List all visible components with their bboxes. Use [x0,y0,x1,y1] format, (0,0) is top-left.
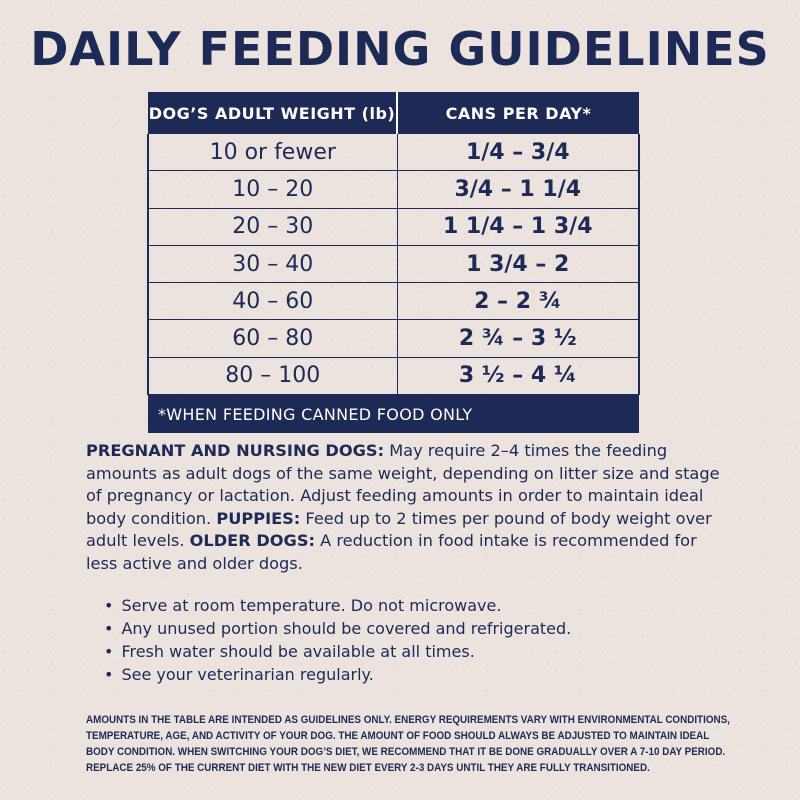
cans-column-header: CANS PER DAY* [445,103,592,123]
older-dogs-label: OLDER DOGS: [189,531,315,551]
cans-cell: 3/4 – 1 1/4 [397,171,639,208]
page-title: DAILY FEEDING GUIDELINES [30,22,770,76]
cans-cell: 2 ¾ – 3 ½ [397,320,639,357]
table-row [148,357,639,394]
cans-cell: 1 1/4 – 1 3/4 [397,208,639,245]
weight-column-header: DOG’S ADULT WEIGHT (lb) [148,92,397,134]
list-item: • Fresh water should be available at all times. [104,640,571,663]
list-item: • Any unused portion should be covered and refrigerated. [104,617,571,640]
table-row [148,134,639,171]
care-instructions-list [104,594,571,686]
pregnant-label: PREGNANT AND NURSING DOGS: [86,441,385,460]
cans-cell: 3 ½ – 4 ¼ [397,357,639,394]
table-row [148,171,639,208]
table-row [148,208,639,245]
weight-cell: 20 – 30 [148,208,397,245]
puppies-text: Feed up to 2 times per pound of body weight over adult levels. [86,508,712,551]
feeding-table [147,92,640,433]
weight-cell: 40 – 60 [148,283,397,320]
puppies-label: PUPPIES: [216,508,301,528]
older-dogs-text: A reduction in food intake is recommended for less active and older dogs. [86,531,697,573]
weight-cell: 30 – 40 [148,245,397,282]
list-item: • Serve at room temperature. Do not microwave. [104,594,571,617]
feeding-notes-paragraph [86,440,726,576]
weight-cell: 80 – 100 [148,357,397,394]
cans-cell: 1 3/4 – 2 [397,245,639,282]
pregnant-text: May require 2–4 times the feeding amounts as adult dogs of the same weight, depending on litter size and stage of pregnancy or lactation. Adjust feeding amounts in order to maintain ideal body condition. [86,441,720,528]
list-item: • See your veterinarian regularly. [104,663,571,686]
weight-cell: 10 – 20 [148,171,397,208]
weight-cell: 60 – 80 [148,320,397,357]
cans-cell: 2 – 2 ¾ [397,283,639,320]
table-footnote: *WHEN FEEDING CANNED FOOD ONLY [148,395,639,434]
table-row [148,283,639,320]
table-row [148,320,639,357]
fine-print-disclaimer: AMOUNTS IN THE TABLE ARE INTENDED AS GUIDELINES ONLY. ENERGY REQUIREMENTS VARY WITH ENVIRONMENTAL CONDITIONS, TEMPERATURE, AGE, AND ACTIVITY OF YOUR DOG. THE AMOUNT OF FOOD SHOULD ALWAYS BE ADJUSTED TO MAINTAIN IDEAL BODY CONDITION. WHEN SWITCHING YOUR DOG’S DIET, WE RECOMMEND THAT IT BE DONE GRADUALLY OVER A 7-10 DAY PERIOD. REPLACE 25% OF THE CURRENT DIET WITH THE NEW DIET EVERY 2-3 DAYS UNTIL THEY ARE FULLY TRANSITIONED. [86,714,730,774]
table-footnote-row [148,395,639,434]
cans-cell: 1/4 – 3/4 [397,134,639,171]
table-header-row [148,92,639,134]
weight-cell: 10 or fewer [148,134,397,171]
table-row [148,245,639,282]
